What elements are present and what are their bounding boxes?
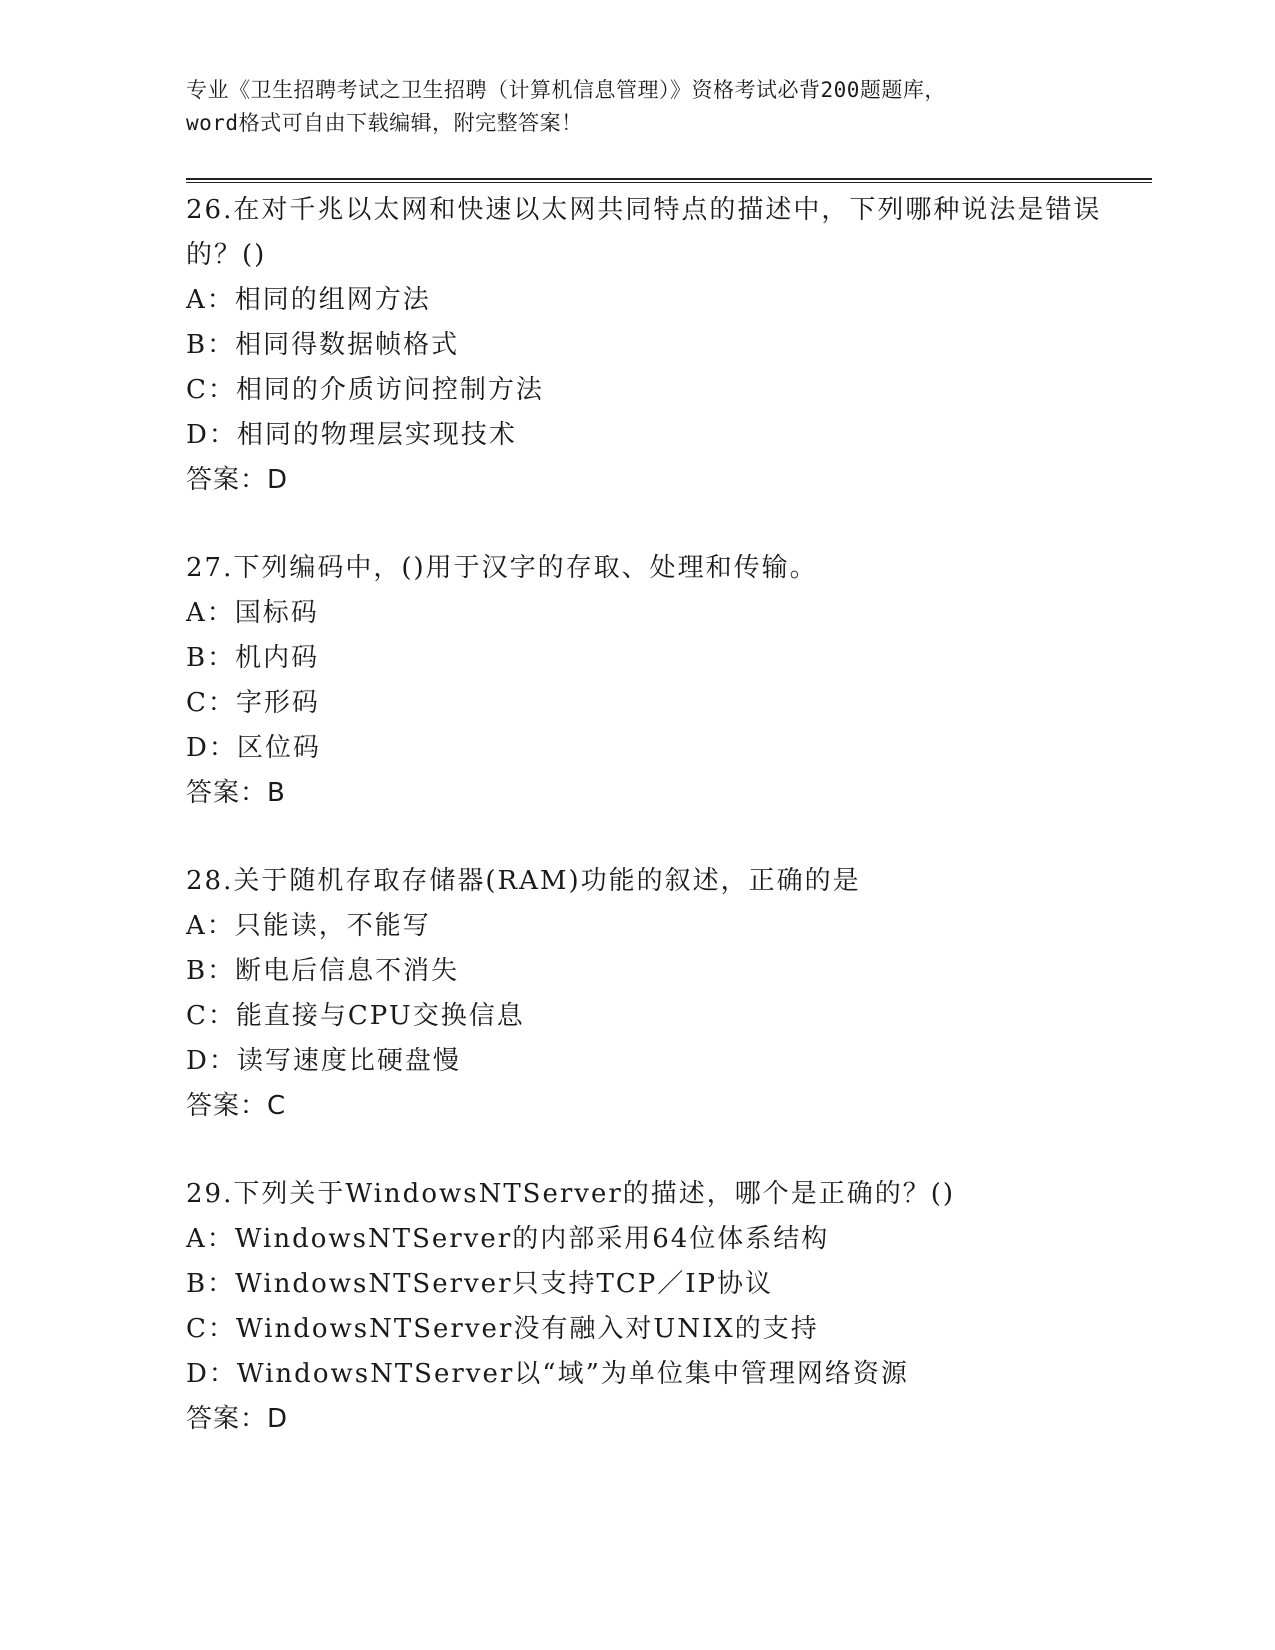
- answer: 答案：C: [186, 1091, 287, 1121]
- option-b: B：机内码: [186, 643, 320, 673]
- answer: 答案：B: [186, 778, 286, 808]
- option-d: D：WindowsNTServer以“域”为单位集中管理网络资源: [186, 1359, 909, 1389]
- document-header: [186, 74, 1086, 140]
- question-stem: 27.下列编码中，()用于汉字的存取、处理和传输。: [186, 553, 818, 583]
- question-26: [186, 188, 1152, 503]
- option-d: D：相同的物理层实现技术: [186, 420, 517, 450]
- option-a: A：只能读，不能写: [186, 911, 431, 941]
- header-line-1: 专业《卫生招聘考试之卫生招聘（计算机信息管理）》资格考试必背200题题库，: [186, 78, 946, 102]
- question-29: [186, 1172, 1152, 1442]
- question-stem: 28.关于随机存取存储器(RAM)功能的叙述，正确的是: [186, 866, 861, 896]
- option-d: D：读写速度比硬盘慢: [186, 1046, 461, 1076]
- option-b: B：断电后信息不消失: [186, 956, 460, 986]
- option-c: C：能直接与CPU交换信息: [186, 1001, 525, 1031]
- option-a: A：国标码: [186, 598, 319, 628]
- question-28: [186, 859, 1152, 1129]
- option-b: B：相同得数据帧格式: [186, 330, 460, 360]
- option-c: C：相同的介质访问控制方法: [186, 375, 544, 405]
- option-c: C：WindowsNTServer没有融入对UNIX的支持: [186, 1314, 819, 1344]
- header-divider: [186, 178, 1152, 183]
- option-c: C：字形码: [186, 688, 320, 718]
- header-line-2: word格式可自由下载编辑，附完整答案！: [186, 111, 583, 135]
- answer: 答案：D: [186, 465, 289, 495]
- question-stem: 26.在对千兆以太网和快速以太网共同特点的描述中，下列哪种说法是错误的？(): [186, 195, 1102, 270]
- answer: 答案：D: [186, 1404, 289, 1434]
- option-a: A：WindowsNTServer的内部采用64位体系结构: [186, 1224, 830, 1254]
- option-b: B：WindowsNTServer只支持TCP／IP协议: [186, 1269, 774, 1299]
- question-stem: 29.下列关于WindowsNTServer的描述，哪个是正确的？(): [186, 1179, 956, 1209]
- option-a: A：相同的组网方法: [186, 285, 431, 315]
- question-list: [186, 188, 1152, 1485]
- option-d: D：区位码: [186, 733, 321, 763]
- question-27: [186, 546, 1152, 816]
